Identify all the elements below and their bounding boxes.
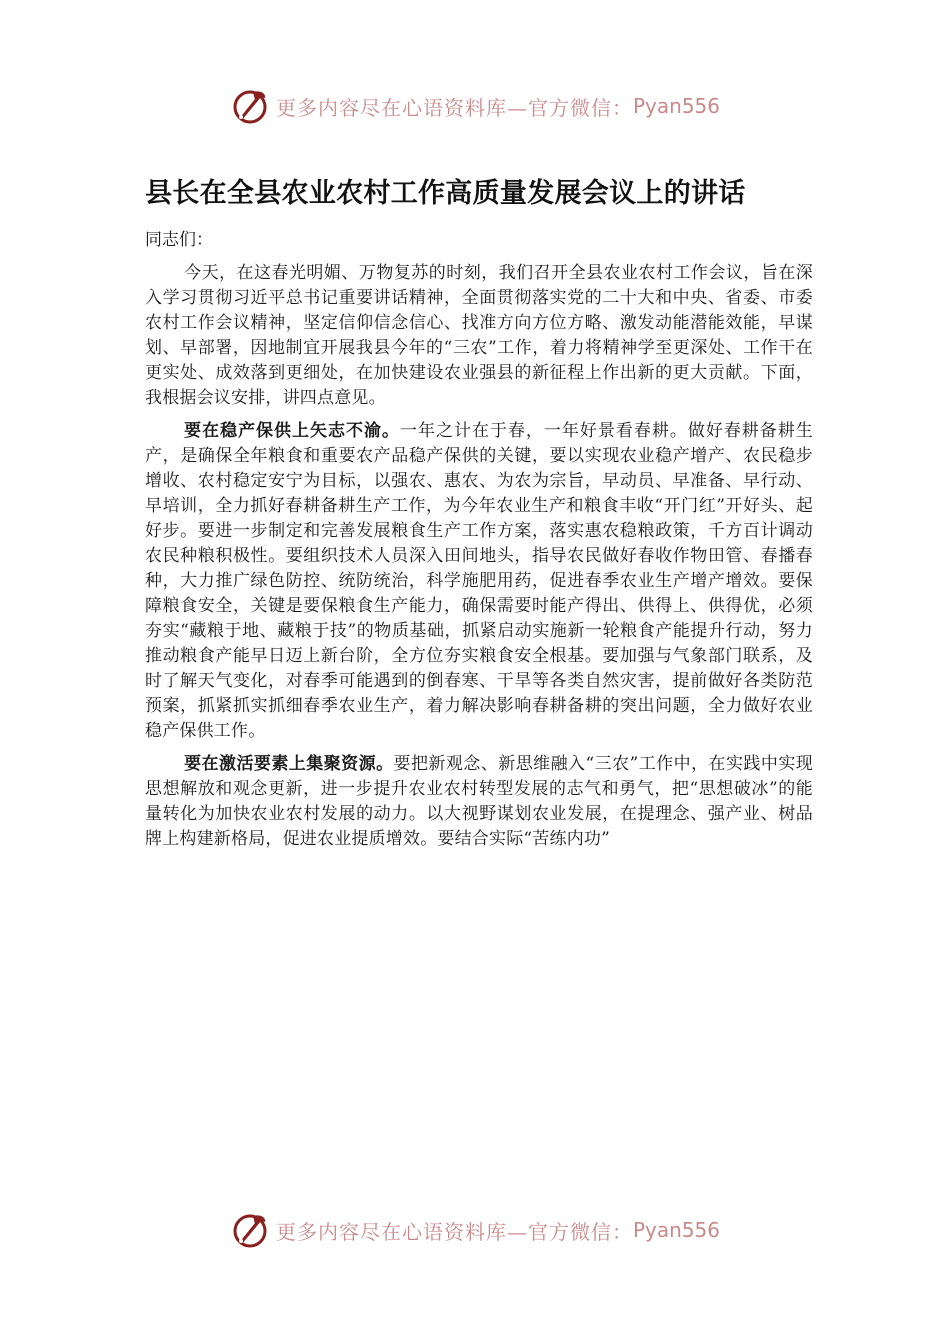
intro-paragraph: 今天，在这春光明媚、万物复苏的时刻，我们召开全县农业农村工作会议，旨在深入学习贯彻习近平总书记重要讲话精神，全面贯彻落实党的二十大和中央、省委、市委农村工作会议精神，坚定信仰信念信心、找准方向方位方略、激发动能潜能效能，早谋划、早部署，因地制宜开展我县今年的“三农”工作，着力将精神学至更深处、工作干在更实处、成效落到更细处，在加快建设农业强县的新征程上作出新的更大贡献。下面，我根据会议安排，讲四点意见。 bbox=[145, 263, 813, 408]
footer-watermark bbox=[0, 1208, 950, 1252]
watermark-wechat-id: Pyan556 bbox=[632, 1218, 720, 1242]
section-paragraph-2 bbox=[145, 752, 813, 852]
section-heading-2: 要在激活要素上集聚资源。 bbox=[184, 754, 394, 774]
watermark-text: 更多内容尽在心语资料库—官方微信： bbox=[275, 1219, 633, 1244]
document-body bbox=[145, 172, 813, 860]
section-paragraph-1 bbox=[145, 419, 813, 744]
quill-logo-icon bbox=[230, 86, 270, 126]
quill-logo-icon bbox=[230, 1210, 270, 1250]
watermark-wechat-id: Pyan556 bbox=[632, 94, 720, 118]
section-body-2: 要把新观念、新思维融入“三农”工作中，在实践中实现思想解放和观念更新，进一步提升农业农村转型发展的志气和勇气，把“思想破冰”的能量转化为加快农业农村发展的动力。以大视野谋划农业发展，在提理念、强产业、树品牌上构建新格局，促进农业提质增效。要结合实际“苦练内功” bbox=[145, 754, 813, 849]
section-body-1: 一年之计在于春，一年好景看春耕。做好春耕备耕生产，是确保全年粮食和重要农产品稳产保供的关键，要以实现农业稳产增产、农民稳步增收、农村稳定安宁为目标，以强农、惠农、为农为宗旨，早动员、早准备、早行动、早培训，全力抓好春耕备耕生产工作，为今年农业生产和粮食丰收“开门红”开好头、起好步。要进一步制定和完善发展粮食生产工作方案，落实惠农稳粮政策，千方百计调动农民种粮积极性。要组织技术人员深入田间地头，指导农民做好春收作物田管、春播春种，大力推广绿色防控、统防统治，科学施肥用药，促进春季农业生产增产增效。要保障粮食安全，关键是要保粮食生产能力，确保需要时能产得出、供得上、供得优，必须夯实“藏粮于地、藏粮于技”的物质基础，抓紧启动实施新一轮粮食产能提升行动，努力推动粮食产能早日迈上新台阶，全方位夯实粮食安全根基。要加强与气象部门联系，及时了解天气变化，对春季可能遇到的倒春寒、干旱等各类自然灾害，提前做好各类防范预案，抓紧抓实抓细春季农业生产，着力解决影响春耕备耕的突出问题，全力做好农业稳产保供工作。 bbox=[145, 421, 813, 741]
watermark-text: 更多内容尽在心语资料库—官方微信： bbox=[275, 95, 633, 120]
salutation: 同志们： bbox=[145, 230, 213, 250]
document-title: 县长在全县农业农村工作高质量发展会议上的讲话 bbox=[145, 178, 746, 209]
header-watermark bbox=[0, 84, 950, 128]
section-heading-1: 要在稳产保供上矢志不渝。 bbox=[184, 421, 400, 441]
